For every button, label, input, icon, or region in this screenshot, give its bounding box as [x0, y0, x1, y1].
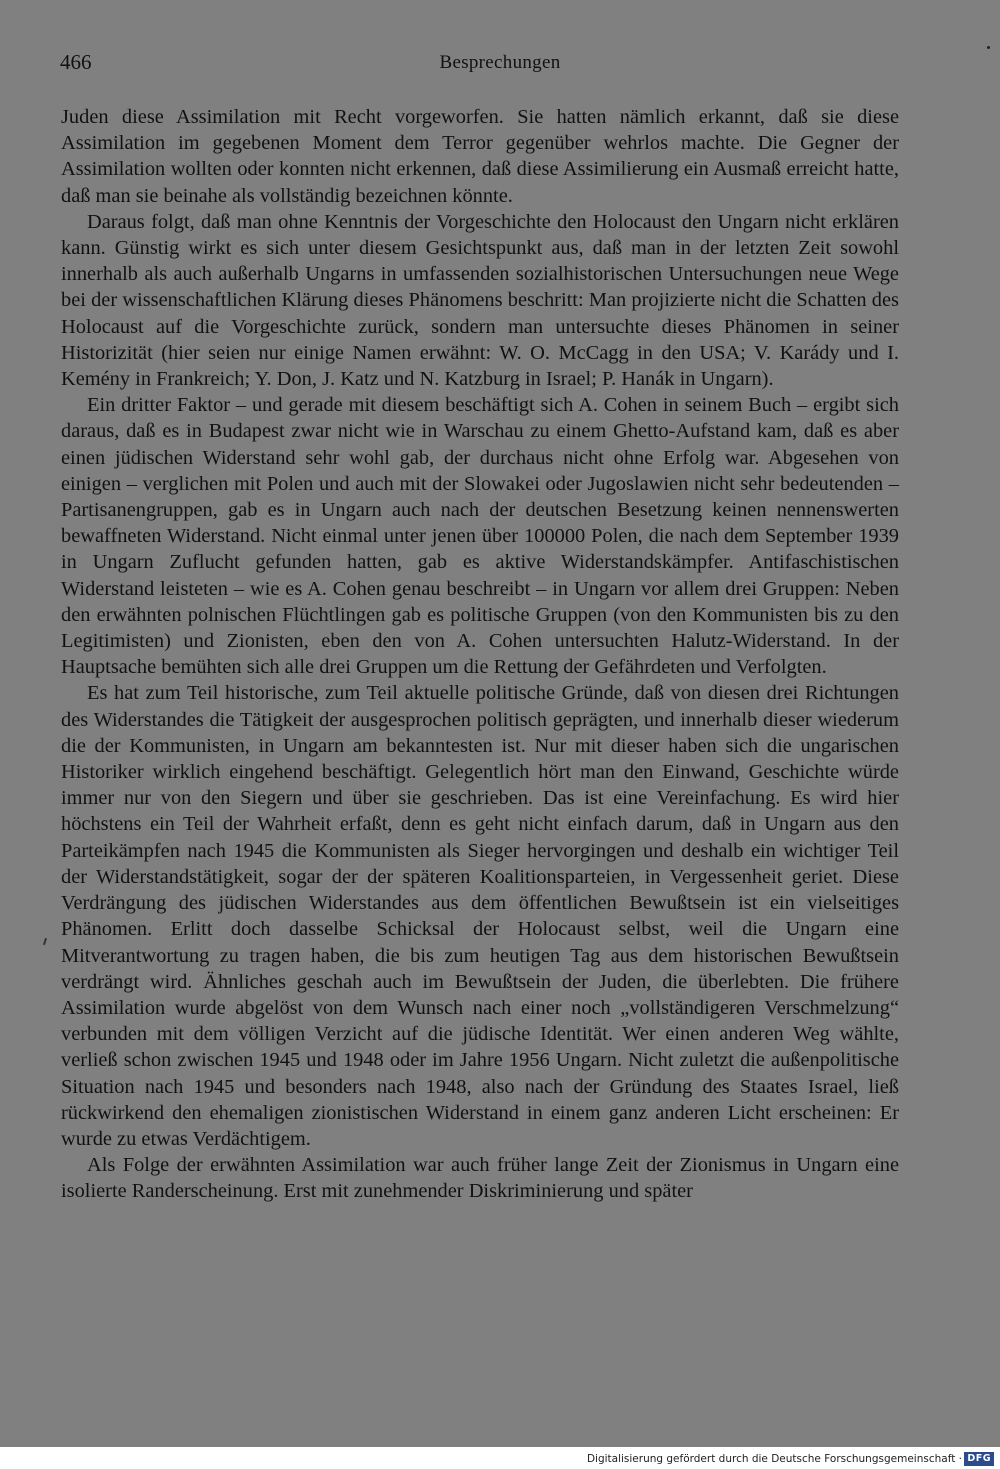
- scan-speck: [987, 46, 990, 49]
- footer-bar: [0, 1447, 1000, 1469]
- scan-mark: [43, 938, 47, 945]
- paragraph: Es hat zum Teil historische, zum Teil aktuelle politische Gründe, daß von diesen drei Richtungen des Widerstandes die Tätigkeit der ausgesprochen politisch geprägten, und innerhalb dieser wiederum die der Kommunisten, in Ungarn am bekanntesten ist. Nur mit dieser haben sich die ungarischen Historiker wirklich eingehend beschäftigt. Gelegentlich hört man den Einwand, Geschichte würde immer nur von den Siegern und über sie geschrieben. Das ist eine Vereinfachung. Es wird hier höchstens ein Teil der Wahrheit erfaßt, denn es geht nicht einfach darum, daß in Ungarn aus den Parteikämpfen nach 1945 die Kommunisten als Sieger hervorgingen und deshalb ein wichtiger Teil der Widerstandstätigkeit, sogar der der späteren Koalitionsparteien, in Vergessenheit geriet. Diese Verdrängung des jüdischen Widerstandes aus dem öffentlichen Bewußtsein ist ein vielseitiges Phänomen. Erlitt doch dasselbe Schicksal der Holocaust selbst, weil die Ungarn eine Mitverantwortung zu tragen haben, die bis zum heutigen Tag aus dem historischen Bewußtsein verdrängt wird. Ähnliches geschah auch im Bewußtsein der Juden, die überlebten. Die frühere Assimilation wurde abgelöst von dem Wunsch nach einer noch „vollständigeren Verschmelzung“ verbunden mit dem völligen Verzicht auf die jüdische Identität. Wer einen anderen Weg wählte, verließ schon zwischen 1945 und 1948 oder im Jahre 1956 Ungarn. Nicht zuletzt die außenpolitische Situation nach 1945 und besonders nach 1948, also nach der Gründung des Staates Israel, ließ rückwirkend den ehemaligen zionistischen Widerstand in einem ganz anderen Licht erscheinen: Er wurde zu etwas Verdächtigem.: [61, 682, 899, 1150]
- dfg-logo: DFG: [964, 1452, 994, 1466]
- page-number: 466: [60, 50, 92, 74]
- paragraph: Ein dritter Faktor – und gerade mit diesem beschäftigt sich A. Cohen in seinem Buch – ergibt sich daraus, daß es in Budapest zwar nicht wie in Warschau zu einem Ghetto-Aufstand kam, daß es aber einen jüdischen Widerstand sehr wohl gab, der durchaus nicht ohne Erfolg war. Abgesehen von einigen – verglichen mit Polen und auch mit der Slowakei oder Jugoslawien nicht sehr bedeutenden – Partisanengruppen, gab es in Ungarn auch nach der deutschen Besetzung keinen nennenswerten bewaffneten Widerstand. Nicht einmal unter jenen über 100000 Polen, die nach dem September 1939 in Ungarn Zuflucht gefunden hatten, gab es aktive Widerstandskämpfer. Antifaschistischen Widerstand leisteten – wie es A. Cohen genau beschreibt – in Ungarn vor allem drei Gruppen: Neben den erwähnten polnischen Flüchtlingen gab es politische Gruppen (von den Kommunisten bis zu den Legitimisten) und Zionisten, eben den von A. Cohen untersuchten Halutz-Widerstand. In der Hauptsache bemühten sich alle drei Gruppen um die Rettung der Gefährdeten und Verfolgten.: [61, 394, 899, 679]
- paragraph: Als Folge der erwähnten Assimilation war auch früher lange Zeit der Zionismus in Ungarn eine isolierte Randerscheinung. Erst mit zunehmender Diskriminierung und später: [61, 1154, 899, 1203]
- paragraph: Daraus folgt, daß man ohne Kenntnis der Vorgeschichte den Holocaust den Ungarn nicht erklären kann. Günstig wirkt es sich unter diesem Gesichtspunkt aus, daß man in der letzten Zeit sowohl innerhalb als auch außerhalb Ungarns in umfassenden sozialhistorischen Untersuchungen neue Wege bei der wissenschaftlichen Klärung dieses Phänomens beschritt: Man projizierte nicht die Schatten des Holocaust auf die Vorgeschichte zurück, sondern man untersuchte dieses Phänomen in seiner Historizität (hier seien nur einige Namen erwähnt: W. O. McCagg in den USA; V. Karády und I. Kemény in Frankreich; Y. Don, J. Katz und N. Katzburg in Israel; P. Hanák in Ungarn).: [61, 210, 899, 391]
- paragraph: Juden diese Assimilation mit Recht vorgeworfen. Sie hatten nämlich erkannt, daß sie diese Assimilation im gegebenen Moment dem Terror gegenüber wehrlos machte. Die Gegner der Assimilation wollten oder konnten nicht erkennen, daß diese Assimilierung ein Ausmaß erreicht hatte, daß man sie beinahe als vollständig bezeichnen könnte.: [61, 106, 899, 207]
- body-text: [61, 104, 899, 1205]
- funding-credit: Digitalisierung gefördert durch die Deutsche Forschungsgemeinschaft ·: [586, 1453, 962, 1465]
- running-head: Besprechungen: [439, 52, 561, 73]
